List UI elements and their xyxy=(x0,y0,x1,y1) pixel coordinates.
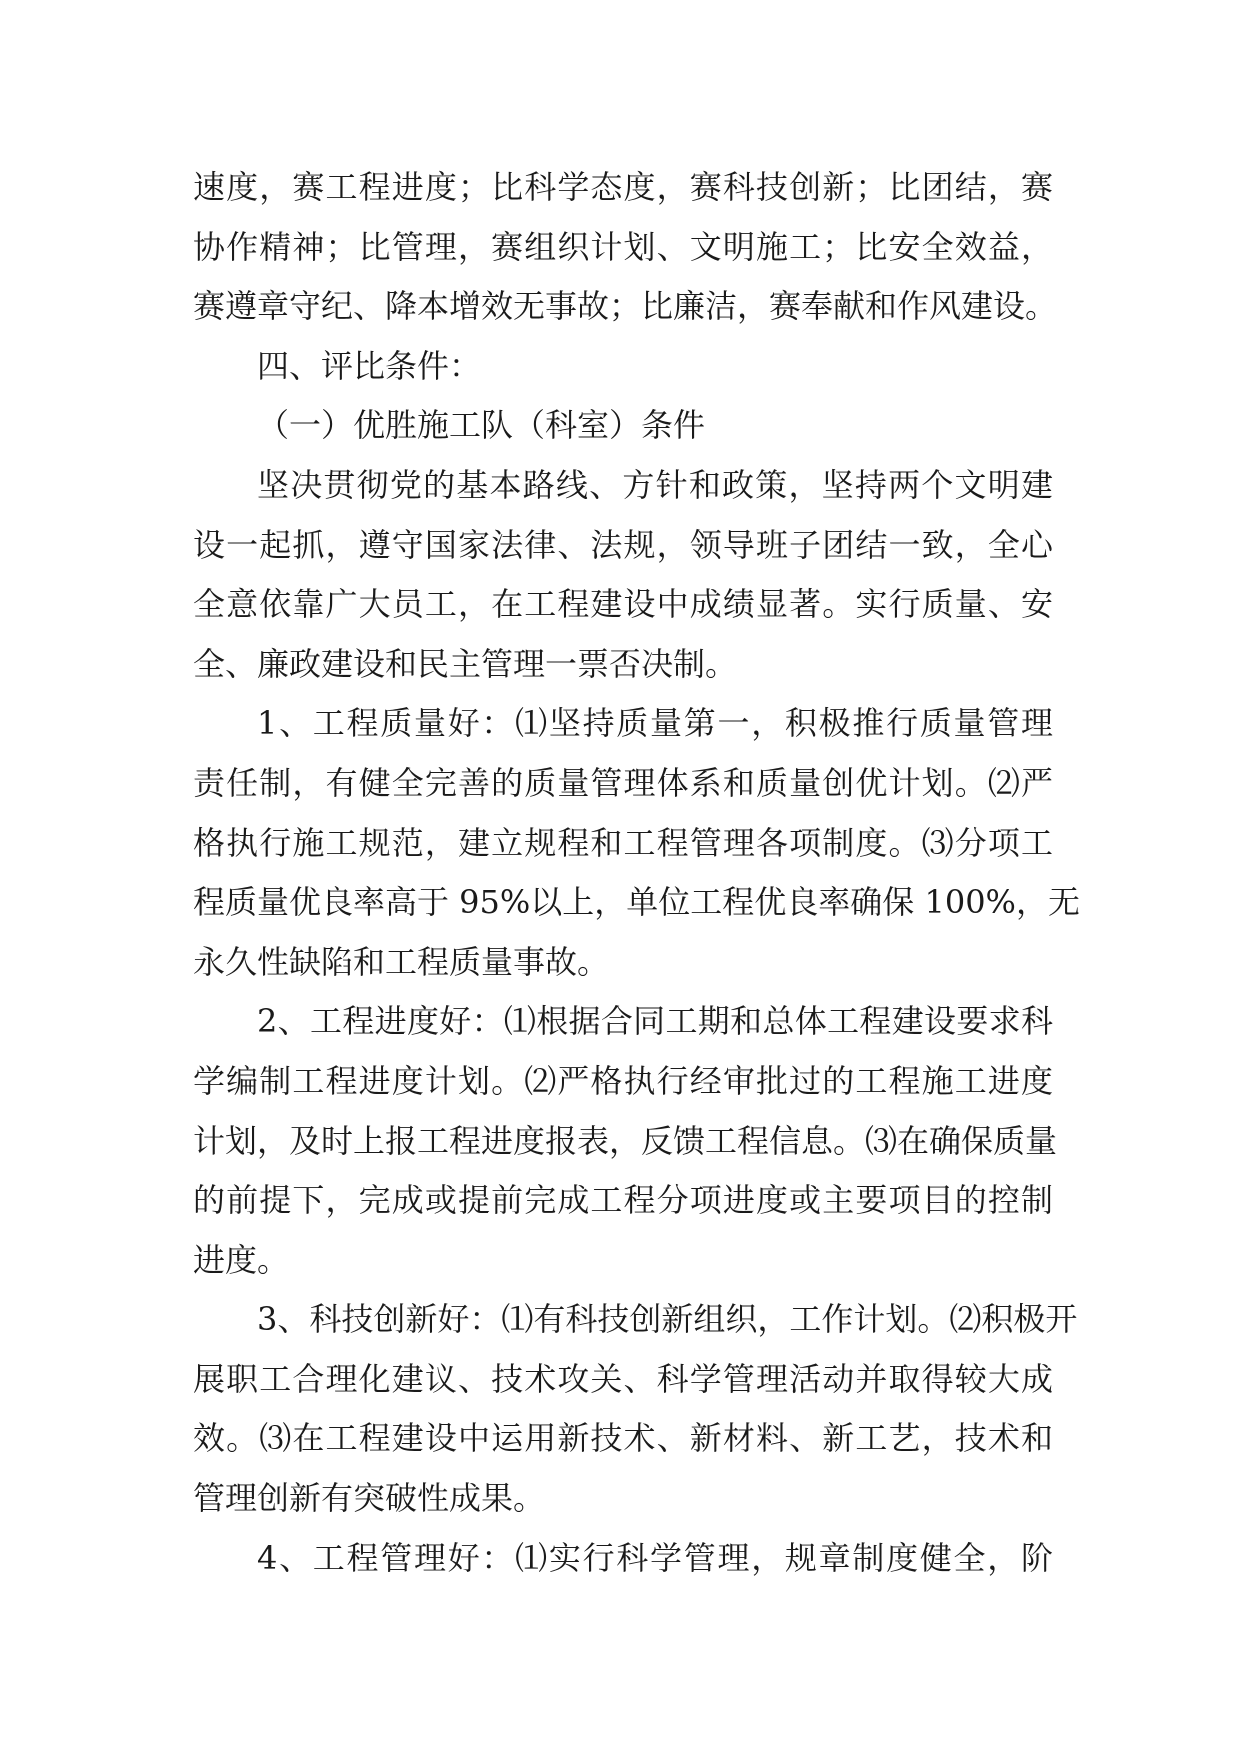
text-line: 计划，及时上报工程进度报表，反馈工程信息。⑶在确保质量 xyxy=(193,1121,1058,1160)
text-line: 格执行施工规范，建立规程和工程管理各项制度。⑶分项工 xyxy=(193,823,1053,862)
text-line: 设一起抓，遵守国家法律、法规，领导班子团结一致，全心 xyxy=(193,525,1053,564)
text-line: 进度。 xyxy=(193,1240,290,1279)
section-heading: 四、评比条件： xyxy=(257,346,482,385)
text-line: 程质量优良率高于 95%以上，单位工程优良率确保 100%，无 xyxy=(193,883,1080,922)
text-line: 4、工程管理好：⑴实行科学管理，规章制度健全，阶 xyxy=(257,1538,1053,1577)
text-line: 速度，赛工程进度；比科学态度，赛科技创新；比团结，赛 xyxy=(193,168,1053,206)
text-line: 全、廉政建设和民主管理一票否决制。 xyxy=(193,644,738,683)
text-line: 全意依靠广大员工，在工程建设中成绩显著。实行质量、安 xyxy=(193,585,1053,624)
text-line: 展职工合理化建议、技术攻关、科学管理活动并取得较大成 xyxy=(193,1359,1053,1398)
text-line: 协作精神；比管理，赛组织计划、文明施工；比安全效益， xyxy=(193,227,1053,266)
text-line: 的前提下，完成或提前完成工程分项进度或主要项目的控制 xyxy=(193,1181,1053,1220)
text-line: 1、工程质量好：⑴坚持质量第一，积极推行质量管理 xyxy=(257,704,1053,743)
subsection-heading: （一）优胜施工队（科室）条件 xyxy=(257,406,706,445)
text-line: 3、科技创新好：⑴有科技创新组织，工作计划。⑵积极开 xyxy=(257,1300,1078,1339)
text-line: 2、工程进度好：⑴根据合同工期和总体工程建设要求科 xyxy=(257,1002,1053,1041)
text-line: 效。⑶在工程建设中运用新技术、新材料、新工艺，技术和 xyxy=(193,1419,1053,1458)
text-line: 学编制工程进度计划。⑵严格执行经审批过的工程施工进度 xyxy=(193,1061,1053,1100)
text-line: 管理创新有突破性成果。 xyxy=(193,1479,546,1518)
text-line: 责任制，有健全完善的质量管理体系和质量创优计划。⑵严 xyxy=(193,763,1053,802)
text-line: 赛遵章守纪、降本增效无事故；比廉洁，赛奉献和作风建设。 xyxy=(193,287,1058,326)
document-body xyxy=(193,158,1080,1588)
text-line: 坚决贯彻党的基本路线、方针和政策，坚持两个文明建 xyxy=(257,465,1053,504)
text-line: 永久性缺陷和工程质量事故。 xyxy=(193,942,610,981)
